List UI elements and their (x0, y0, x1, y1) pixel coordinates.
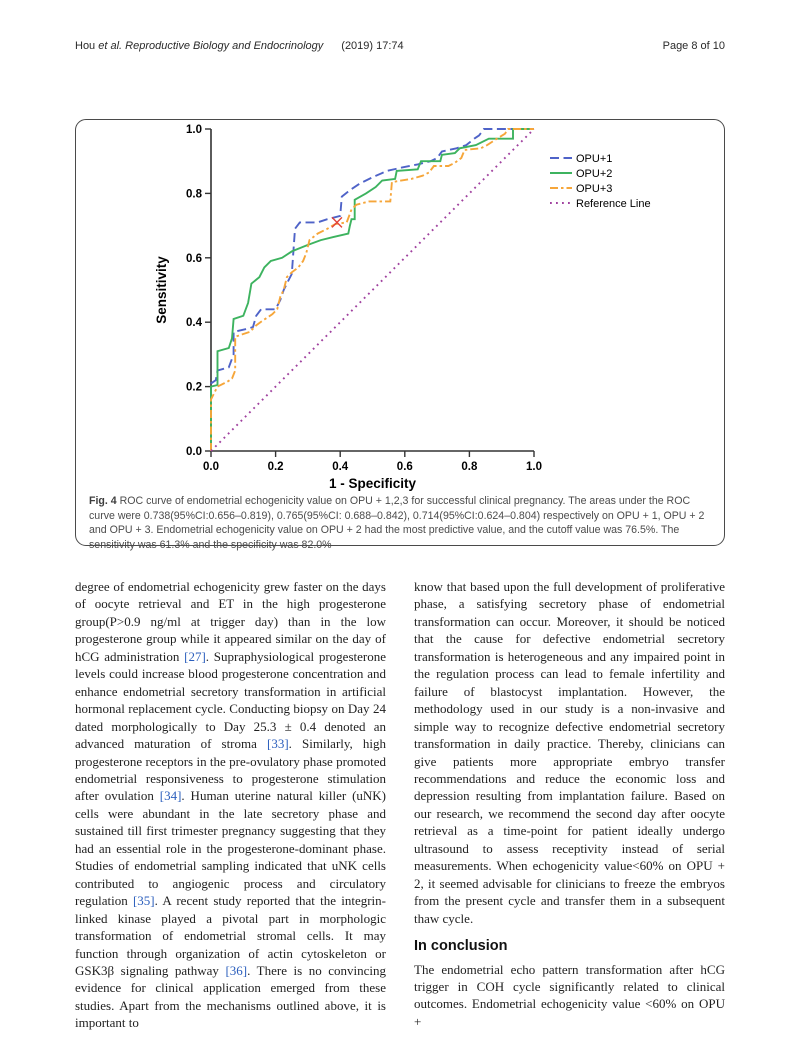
figure-panel (75, 119, 725, 551)
conclusion-heading: In conclusion (414, 938, 508, 955)
citation-link[interactable]: [34] (159, 788, 182, 804)
header-citation (75, 40, 404, 52)
cutoff-x-marker (332, 217, 342, 227)
y-axis-title: Sensitivity (154, 256, 169, 324)
x-tick-label: 0.0 (203, 461, 219, 473)
roc-chart (76, 120, 723, 492)
body-paragraph: The endometrial echo pattern transformation after hCG trigger in COH cycle significantly related to clinical outcomes. Endometrial echogenicity value <60% on OPU + (414, 961, 725, 1029)
citation-link[interactable]: [27] (184, 648, 206, 664)
y-tick-label: 0.0 (186, 446, 202, 458)
x-tick-label: 0.8 (461, 461, 478, 473)
right-column (414, 578, 725, 1030)
header-page-number: Page 8 of 10 (662, 40, 725, 52)
x-tick-label: 0.6 (396, 461, 413, 473)
left-column (75, 578, 386, 1032)
header-issue: (2019) 17:74 (341, 40, 404, 52)
y-tick-label: 0.6 (186, 252, 202, 265)
citation-link[interactable]: [33] (266, 736, 289, 752)
legend-label: OPU+1 (576, 153, 613, 165)
legend-label: OPU+3 (576, 183, 613, 195)
x-axis-title: 1 - Specificity (328, 476, 417, 491)
figure-caption (76, 492, 724, 552)
legend-label: OPU+2 (576, 168, 613, 180)
y-tick-label: 0.4 (186, 317, 202, 330)
page-header (75, 40, 725, 52)
body-paragraph: know that based upon the full development of proliferative phase, a satisfying secretory phase of endometrial transformation can occur. Moreover, it should be noticed that the cause for defective endometrial secretory transformation is heterogeneous and any impaired point in the regulation process can lead to female infertility and failure of blastocyst implantation. However, the methodology used in our study is a non-invasive and simple way to recognize defective endometrial secretory transformation in daily practice. Thereby, clinicians can give patients more appropriate embryo transfer recommendations and reduce the economic loss and depression resulting from implantation failure. Based on our research, we recommend the second day after oocyte retrieval as a time-point for patient ideally undergo ultrasound to assess receptivity instead of serial measurements. When echogenicity value<60% on OPU + 2, it seemed advisable for clinicians to freeze the embryos from the present cycle and transfer them in a subsequent thaw cycle. (414, 579, 725, 926)
header-author: Hou (75, 40, 99, 52)
y-tick-label: 1.0 (186, 124, 202, 136)
x-tick-label: 0.2 (267, 461, 284, 473)
y-tick-label: 0.2 (186, 381, 202, 394)
citation-link[interactable]: [35] (132, 893, 155, 909)
citation-link[interactable]: [36] (225, 962, 248, 978)
caption-label: Fig. 4 (89, 495, 117, 507)
y-tick-label: 0.8 (186, 188, 202, 201)
legend-label: Reference Line (576, 198, 651, 210)
x-tick-label: 1.0 (526, 461, 542, 473)
body-paragraph: degree of endometrial echogenicity grew faster on the days of oocyte retrieval and ET in the high progesterone group(P>0.9 ng/ml at trigger day) than in the low progesterone group while it appeared similar on the day of hCG administration [27]. Supraphysiological progesterone levels could increase blood progesterone concentration and enhance endometrial secretory transformation in artificial hormonal replacement cycle. Conducting biopsy on Day 24 dated morphologically to Day 25.3 ± 0.4 denoted an advanced maturation of stroma [33]. Similarly, high progesterone receptors in the pre-ovulatory phase promoted endometrial responsiveness to progesterone stimulation after ovulation [34]. Human uterine natural killer (uNK) cells were abundant in the late secretory phase and sustained till first trimester pregnancy suggesting that they had an essential role in the progesterone-dominant phase. Studies of endometrial sampling indicated that uNK cells contributed to angiogenic process and circulatory regulation [35]. A recent study reported that the integrin-linked kinase played a pivotal part in morphologic transformation of endometrial stromal cells. It may function through organization of actin cytoskeleton or GSK3β signaling pathway [36]. There is no convincing evidence for clinical application emerged from these studies. Apart from the mechanisms outlined above, it is important to (75, 579, 387, 1031)
header-journal: et al. Reproductive Biology and Endocrinology (98, 40, 324, 52)
caption-text: ROC curve of endometrial echogenicity value on OPU + 1,2,3 for successful clinical pregnancy. The areas under the ROC curve were 0.738(95%CI:0.656–0.819), 0.765(95%CI: 0.688–0.842), 0.714(95%CI:0.624–0.804) respectively on OPU + 1, OPU + 2 and OPU + 3. Endometrial echogenicity value on OPU + 2 had the most predictive value, and the cutoff value was 76.5%. The sensitivity was 61.3% and the specificity was 82.0% (89, 495, 705, 551)
curve-reference-line (211, 129, 534, 451)
x-tick-label: 0.4 (332, 461, 349, 473)
